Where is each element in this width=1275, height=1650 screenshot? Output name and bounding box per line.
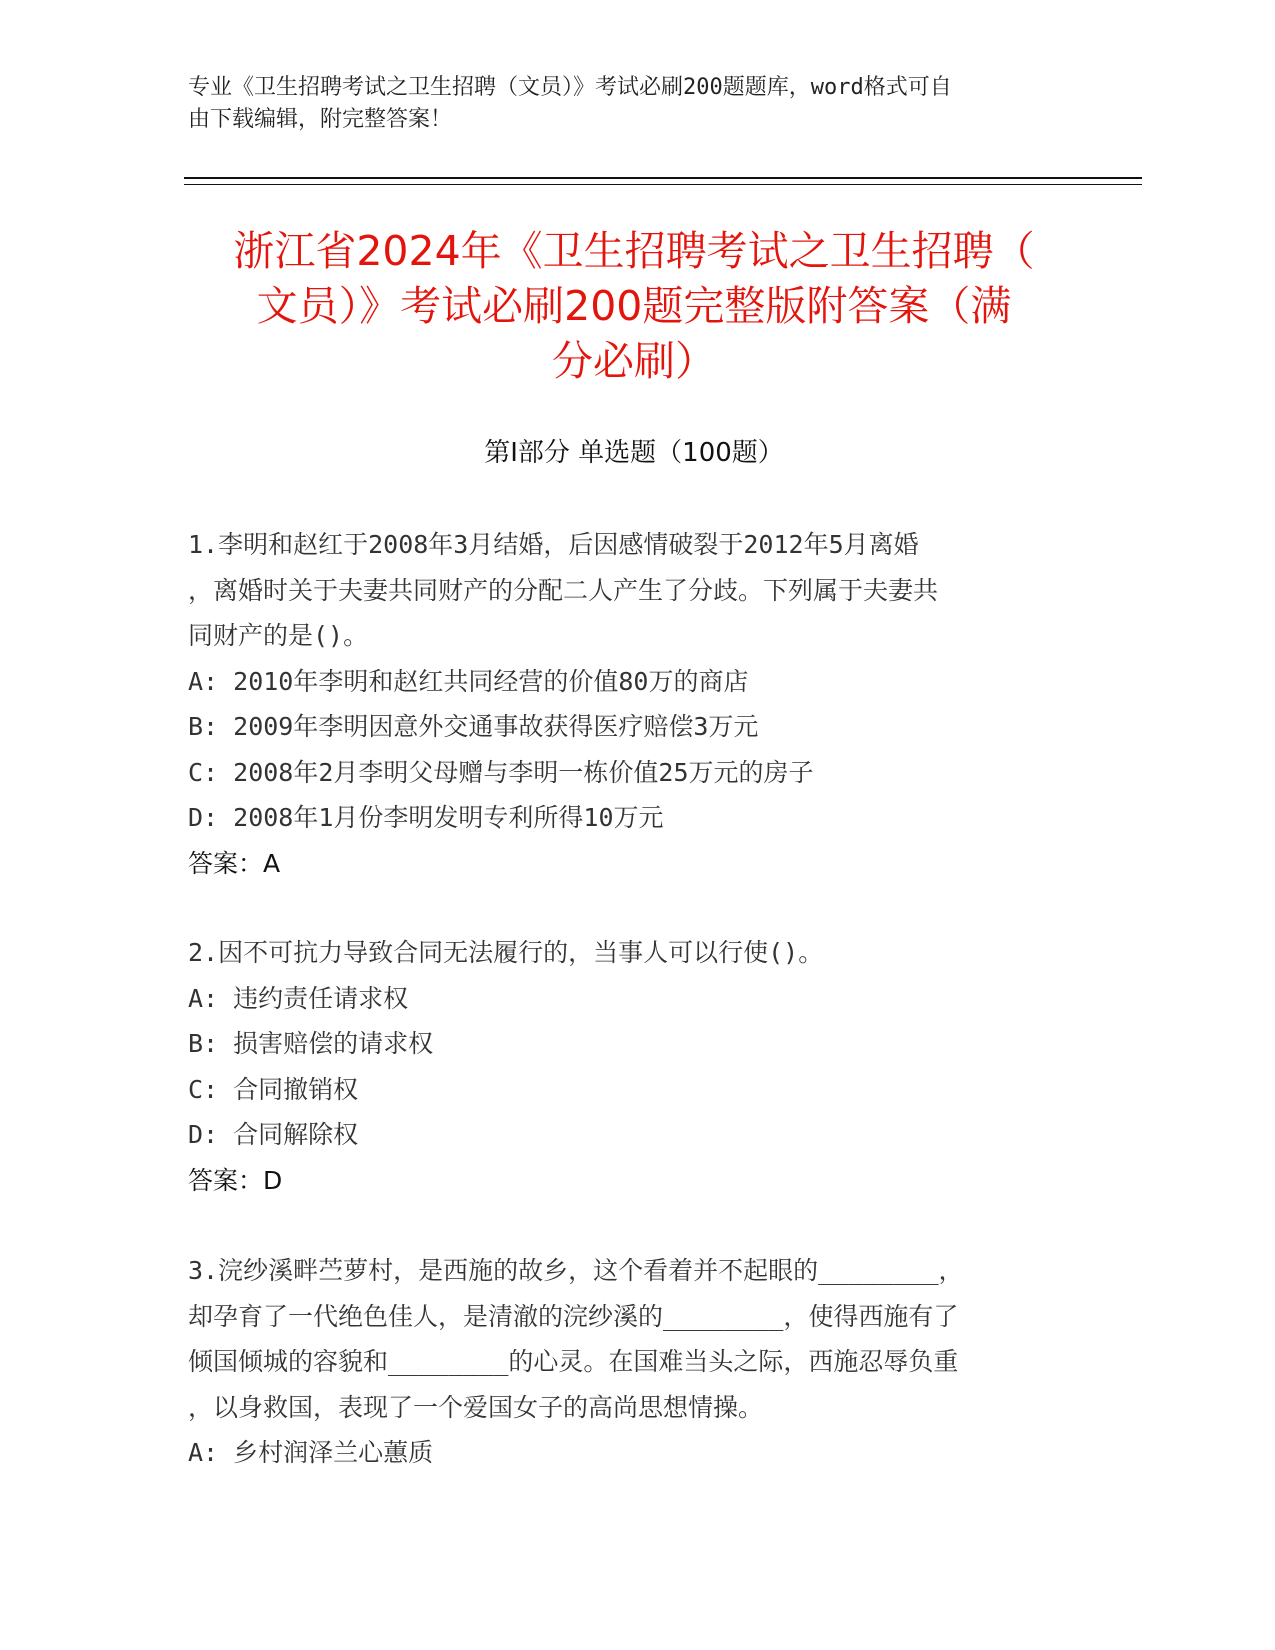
question-stem-line: ，以身救国，表现了一个爱国女子的高尚思想情操。	[188, 1392, 764, 1422]
question-stem-line: 却孕育了一代绝色佳人，是清澈的浣纱溪的________，使得西施有了	[188, 1301, 959, 1331]
question-block	[188, 522, 1068, 886]
option-b: B: 损害赔偿的请求权	[188, 1029, 434, 1058]
title-line: 浙江省2024年《卫生招聘考试之卫生招聘（	[233, 227, 1035, 275]
document-title	[184, 224, 1084, 389]
header-divider-thick	[184, 177, 1142, 179]
option-c: C: 合同撤销权	[188, 1074, 359, 1104]
option-b: B: 2009年李明因意外交通事故获得医疗赔偿3万元	[188, 712, 759, 741]
question-stem-line: 3.浣纱溪畔苎萝村，是西施的故乡，这个看着并不起眼的________，	[188, 1256, 964, 1285]
header-note-line: 由下载编辑，附完整答案！	[188, 107, 453, 132]
title-line: 文员）》考试必刷200题完整版附答案（满	[256, 282, 1012, 330]
title-line: 分必刷）	[552, 337, 716, 385]
header-divider-thin	[184, 184, 1142, 185]
header-note	[188, 72, 1088, 136]
question-stem-line: 倾国倾城的容貌和________的心灵。在国难当头之际，西施忍辱负重	[188, 1347, 959, 1376]
option-a: A: 违约责任请求权	[188, 983, 409, 1013]
answer-line: 答案：A	[188, 848, 281, 878]
option-c: C: 2008年2月李明父母赠与李明一栋价值25万元的房子	[188, 757, 814, 787]
option-a: A: 乡村润泽兰心蕙质	[188, 1438, 434, 1467]
question-stem-line: 1.李明和赵红于2008年3月结婚，后因感情破裂于2012年5月离婚	[188, 530, 919, 559]
question-stem-line: 同财产的是()。	[188, 621, 369, 650]
question-stem-line: ，离婚时关于夫妻共同财产的分配二人产生了分歧。下列属于夫妻共	[188, 575, 939, 605]
question-block	[188, 1248, 1068, 1476]
question-block	[188, 930, 1068, 1203]
answer-line: 答案：D	[188, 1165, 283, 1195]
section-heading: 第Ⅰ部分 单选题（100题）	[484, 438, 784, 468]
option-a: A: 2010年李明和赵红共同经营的价值80万的商店	[188, 666, 749, 696]
option-d: D: 2008年1月份李明发明专利所得10万元	[188, 803, 664, 832]
option-d: D: 合同解除权	[188, 1120, 359, 1149]
header-note-line: 专业《卫生招聘考试之卫生招聘（文员）》考试必刷200题题库，word格式可自	[188, 75, 952, 100]
question-stem-line: 2.因不可抗力导致合同无法履行的，当事人可以行使()。	[188, 938, 824, 967]
